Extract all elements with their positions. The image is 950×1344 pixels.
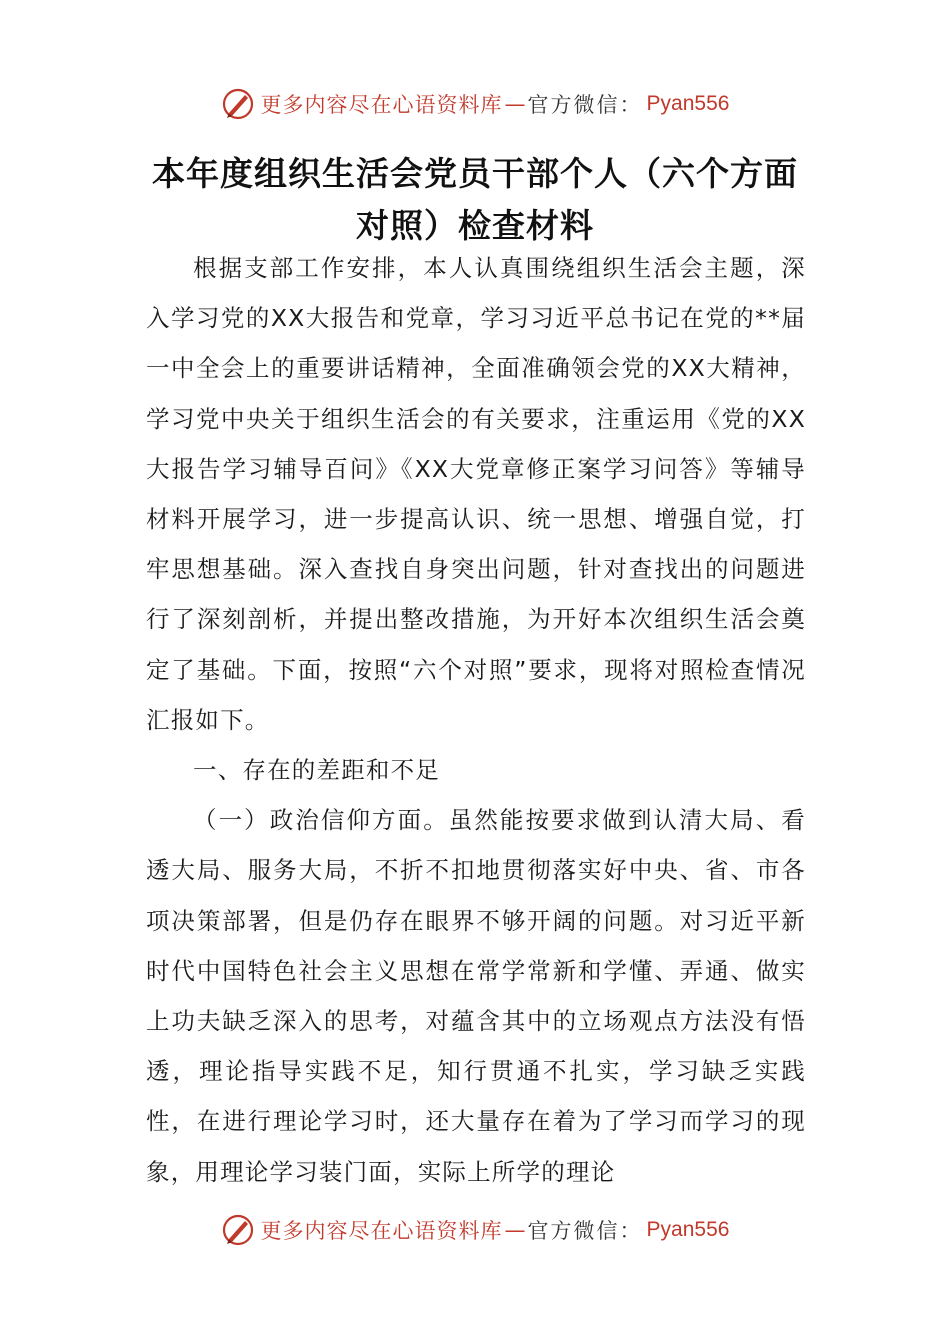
pen-logo-icon: [221, 1213, 255, 1247]
watermark-official-label: 官方微信：: [527, 1219, 643, 1243]
section-heading: 一、存在的差距和不足: [193, 756, 440, 785]
watermark-text: 更多内容尽在心语资料库: [260, 1219, 503, 1243]
watermark-text: 更多内容尽在心语资料库: [260, 93, 503, 117]
watermark-wechat-id: Pyan556: [646, 92, 730, 115]
watermark-dash: —: [504, 1218, 526, 1242]
watermark-banner-bottom: [0, 1210, 950, 1250]
intro-paragraph: 根据支部工作安排，本人认真围绕组织生活会主题，深入学习党的XX大报告和党章，学习习近平总书记在党的**届一中全会上的重要讲话精神，全面准确领会党的XX大精神，学习党中央关于组织生活会的有关要求，注重运用《党的XX大报告学习辅导百问》《XX大党章修正案学习问答》等辅导材料开展学习，进一步提高认识、统一思想、增强自觉，打牢思想基础。深入查找自身突出问题，针对查找出的问题进行了深刻剖析，并提出整改措施，为开好本次组织生活会奠定了基础。下面，按照“六个对照”要求，现将对照检查情况汇报如下。: [146, 254, 807, 734]
watermark-banner-top: [0, 84, 950, 124]
section-paragraph: （一）政治信仰方面。虽然能按要求做到认清大局、看透大局、服务大局，不折不扣地贯彻落实好中央、省、市各项决策部署，但是仍存在眼界不够开阔的问题。对习近平新时代中国特色社会主义思想在常学常新和学懂、弄通、做实上功夫缺乏深入的思考，对蕴含其中的立场观点方法没有悟透，理论指导实践不足，知行贯通不扎实，学习缺乏实践性，在进行理论学习时，还大量存在着为了学习而学习的现象，用理论学习装门面，实际上所学的理论: [146, 806, 806, 1186]
watermark-dash: —: [504, 92, 526, 116]
document-title: 本年度组织生活会党员干部个人（六个方面对照）检查材料: [152, 154, 798, 245]
watermark-wechat-id: Pyan556: [646, 1218, 730, 1241]
watermark-official-label: 官方微信：: [527, 93, 643, 117]
document-body: [146, 243, 806, 1197]
pen-logo-icon: [221, 87, 255, 121]
